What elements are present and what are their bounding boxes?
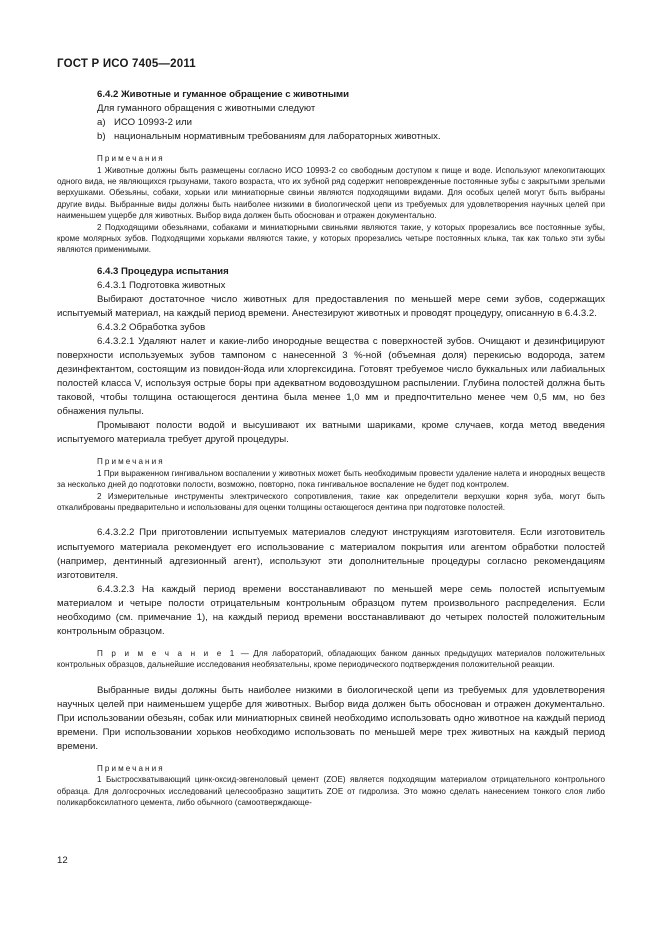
page-number: 12 xyxy=(57,855,68,866)
section-6-4-3-2-2-text: 6.4.3.2.2 При приготовлении испытуемых материалов следуют инструкциям изготовителя. Если изготовитель испытуемого материала рекомендует его использование с материалом покрытия или агентом обработки полостей (например, дентинный адгезионный агент), используют эти дополнительные процедуры согласно рекомендациям изготовителя. xyxy=(57,527,605,581)
notes-label: Примечания xyxy=(97,763,165,773)
section-6-4-3-1-text: Выбирают достаточное число животных для предоставления по меньшей мере семи зубов, содержащих испытуемый материал, на каждый период времени. Анестезируют животных и проводят процедуру, описанную в 6.4.3.2. xyxy=(57,293,605,319)
note-item: 1 При выраженном гингивальном воспалении у животных может быть необходимым провести удаление налета и инородных веществ за несколько дней до подготовки полости, возможно, повторно, пока гингивальное воспаление не будет под контролем. xyxy=(57,468,605,490)
section-6-4-3-2-1-text-continued: Промывают полости водой и высушивают их ватными шариками, кроме случаев, когда метод введения испытуемого материала требует другой процедуры. xyxy=(57,420,605,446)
section-6-4-3-2-1-text: 6.4.3.2.1 Удаляют налет и какие-либо инородные вещества с поверхностей зубов. Очищают и дезинфицируют поверхности используемых зубов тампоном с нанесенной 3 %-ной (объемная доля) перекисью водорода, затем дезинфектантом, состоящим из повидон-йода или хлоргексидина. Готовят требуемое число буккальных или лабиальных полостей класса V, используя острые боры при адекватном водовоздушном распылении. Глубина полостей должна быть таковой, чтобы толщина остающегося дентина была менее 1,0 мм и предпочтительно менее чем 0,5 мм, но без обнажения пульпы. xyxy=(57,336,605,418)
note-item: 2 Измерительные инструменты электрического сопротивления, такие как определители верхушки корня зуба, могут быть откалиброваны предварительно и использованы для оценки толщины остающегося дентина при подготовке полостей. xyxy=(57,491,605,513)
spacer xyxy=(57,671,605,684)
notes-label: Примечания xyxy=(97,154,165,164)
section-heading-6-4-3-1: 6.4.3.1 Подготовка животных xyxy=(97,279,226,291)
spacer xyxy=(57,447,605,456)
list-item xyxy=(97,130,605,144)
notes-block-3 xyxy=(57,648,605,671)
section-heading-6-4-3: 6.4.3 Процедура испытания xyxy=(97,265,229,277)
notes-label: Примечания xyxy=(97,457,165,467)
list-marker-a: a) xyxy=(97,117,106,129)
list-marker-b: b) xyxy=(97,131,106,143)
list-item xyxy=(97,116,605,130)
section-6-4-3-2-3-text: 6.4.3.2.3 На каждый период времени восстанавливают по меньшей мере семь полостей испытуемым материалом и четыре полости отрицательным контрольным образцом путем произвольного распределения. Если необходимо (см. примечание 1), на каждый период времени восстанавливают до четырех полостей положительным контрольным образцом. xyxy=(57,583,605,637)
notes-block-1 xyxy=(57,153,605,256)
notes-block-4 xyxy=(57,763,605,809)
spacer xyxy=(57,144,605,153)
section-heading-6-4-2: 6.4.2 Животные и гуманное обращение с животными xyxy=(97,89,350,100)
spacer xyxy=(57,639,605,648)
closing-paragraph: Выбранные виды должны быть наиболее низкими в биологической цепи из требуемых для удовлетворения научных целей при наименьшем ущербе для животных. Выбор вида должен быть обоснован и отражен документально. При использовании обезьян, собак или миниатюрных свиней необходимо использовать одно животное на каждый период времени. При использовании хорьков необходимо использовать по меньшей мере трех животных на каждый период времени. xyxy=(57,684,605,752)
spacer xyxy=(57,513,605,526)
note-item: 1 Животные должны быть размещены согласно ИСО 10993-2 со свободным доступом к пище и воде. Используют млекопитающих одного вида, не являющихся грызунами, такого возраста, что их зубной ряд содержит неповрежденные постоянные зубы с закрытыми зрелыми верхушками. Обезьяны, собаки, хорьки или миниатюрные свиньи являются подходящими видами. Для особых целей могут быть выбраны другие виды. Выбранные виды должны быть наиболее низкими в биологической цепи из требуемых для удовлетворения научных целей при наименьшем ущербе для животных. Выбор вида должен быть обоснован и отражен документально. xyxy=(57,165,605,221)
spacer xyxy=(57,256,605,265)
running-header: ГОСТ Р ИСО 7405—2011 xyxy=(57,58,196,70)
notes-block-2 xyxy=(57,456,605,513)
list-text-a: ИСО 10993-2 или xyxy=(114,117,192,129)
note-item: 1 Быстросхватывающий цинк-оксид-эвгеноловый цемент (ZOE) является подходящим материалом отрицательного контрольного образца. Для долгосрочных исследований целесообразно защитить ZOE от гидролиза. Это можно сделать нанесением тонкого слоя либо поликарбоксилатного цемента, либо обычного (самоотверждающе- xyxy=(57,775,605,808)
note-text: — Для лабораторий, обладающих банком данных предыдущих материалов положительных контрольных образцов, дальнейшие исследования необязательны, кроме периодического подтверждения положительной реакции. xyxy=(57,648,605,670)
note-item: 2 Подходящими обезьянами, собаками и миниатюрными свиньями являются такие, у которых прорезались все постоянные зубы, кроме молярных зубов. Подходящими хорьками являются такие, у которых прорезались четыре постоянных клыка, так как только эти зубы являются применимыми. xyxy=(57,222,605,255)
page-content xyxy=(57,88,605,809)
note-item xyxy=(57,648,605,671)
note-label: П р и м е ч а н и е 1 xyxy=(97,648,237,658)
list-text-b: национальным нормативным требованиям для лабораторных животных. xyxy=(114,131,441,143)
spacer xyxy=(57,754,605,763)
section-6-4-2-lead: Для гуманного обращения с животными следуют xyxy=(97,103,316,115)
section-heading-6-4-3-2: 6.4.3.2 Обработка зубов xyxy=(97,322,206,334)
